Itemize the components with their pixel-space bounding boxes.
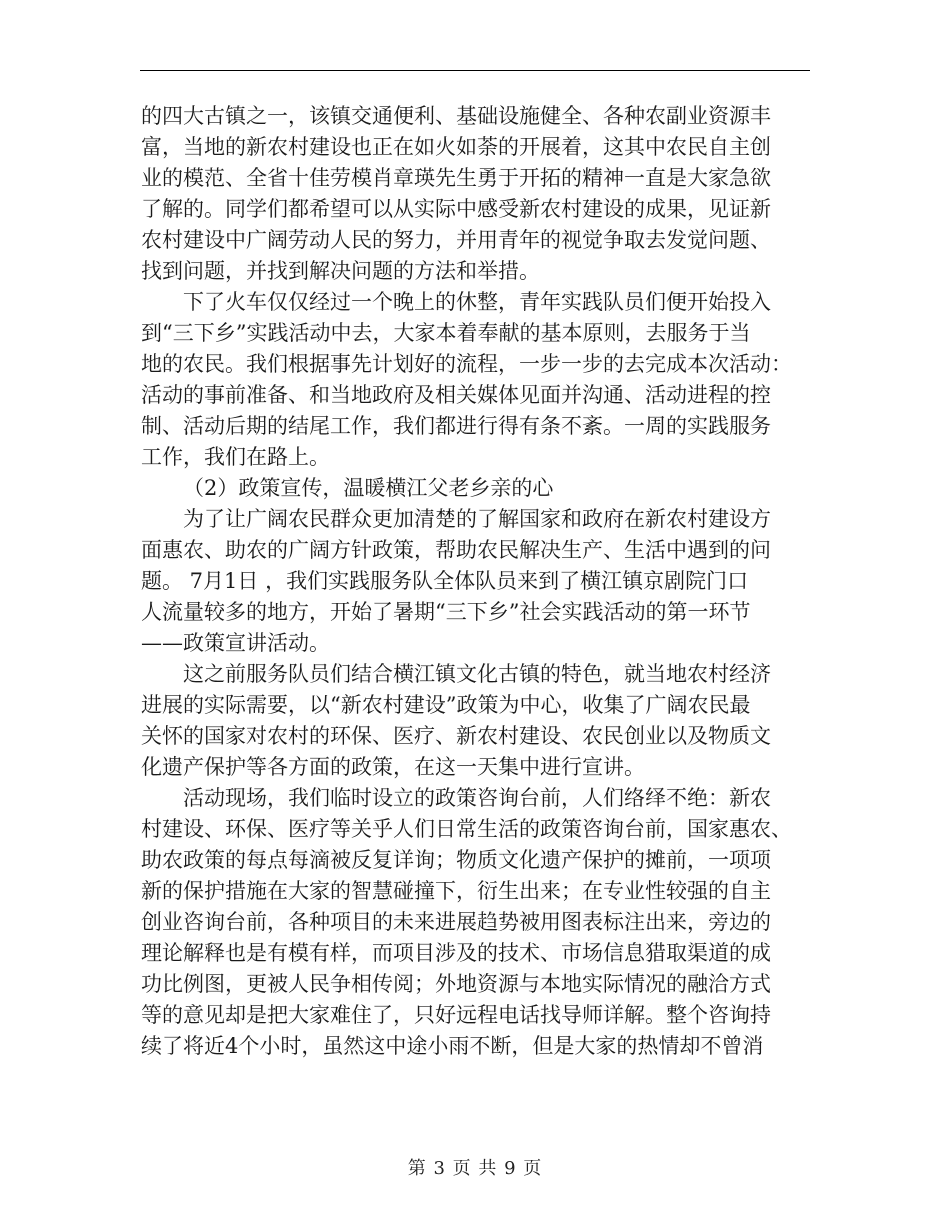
page-footer: 第 3 页 共 9 页 [407,1158,543,1179]
text-line: 续了将近4个小时，虽然这中途小雨不断，但是大家的热情却不曾消 [141,1034,764,1058]
text-line: 富，当地的新农村建设也正在如火如荼的开展着，这其中农民自主创 [141,135,771,159]
text-line: 活动的事前准备、和当地政府及相关媒体见面并沟通、活动进程的控 [141,383,771,407]
text-line: 理论解释也是有模有样，而项目涉及的技术、市场信息猎取渠道的成 [141,941,771,965]
text-line: 活动现场，我们临时设立的政策咨询台前，人们络绎不绝：新农 [183,786,771,810]
text-line: 下了火车仅仅经过一个晚上的休整，青年实践队员们便开始投入 [183,290,771,314]
text-line: 人流量较多的地方，开始了暑期“三下乡”社会实践活动的第一环节 [141,600,751,624]
text-line: 功比例图，更被人民争相传阅；外地资源与本地实际情况的融洽方式 [141,972,771,996]
text-line: 了解的。同学们都希望可以从实际中感受新农村建设的成果，见证新 [141,197,771,221]
text-line: 农村建设中广阔劳动人民的努力，并用青年的视觉争取去发觉问题、 [141,228,771,252]
text-line: 新的保护措施在大家的智慧碰撞下，衍生出来；在专业性较强的自主 [141,879,771,903]
text-line: 关怀的国家对农村的环保、医疗、新农村建设、农民创业以及物质文 [141,724,771,748]
text-line: 等的意见却是把大家难住了，只好远程电话找导师详解。整个咨询持 [141,1003,771,1027]
text-line: 题。 7月1日 ，我们实践服务队全体队员来到了横江镇京剧院门口 [141,569,749,593]
text-line: ——政策宣讲活动。 [141,631,330,655]
text-line: 助农政策的每点每滴被反复详询；物质文化遗产保护的摊前，一项项 [141,848,771,872]
text-line: 面惠农、助农的广阔方针政策，帮助农民解决生产、生活中遇到的问 [141,538,771,562]
text-line: 找到问题，并找到解决问题的方法和举措。 [141,259,540,283]
text-line: 这之前服务队员们结合横江镇文化古镇的特色，就当地农村经济 [183,662,771,686]
text-line: 地的农民。我们根据事先计划好的流程，一步一步的去完成本次活动： [141,352,792,376]
text-line: 工作，我们在路上。 [141,445,330,469]
text-line: 到“三下乡”实践活动中去，大家本着奉献的基本原则，去服务于当 [141,321,751,345]
header-rule [140,70,810,71]
text-line: 村建设、环保、医疗等关乎人们日常生活的政策咨询台前，国家惠农、 [141,817,792,841]
text-line: 创业咨询台前，各种项目的未来进展趋势被用图表标注出来，旁边的 [141,910,771,934]
text-line: 为了让广阔农民群众更加清楚的了解国家和政府在新农村建设方 [183,507,771,531]
text-line: 化遗产保护等各方面的政策，在这一天集中进行宣讲。 [141,755,645,779]
text-line: 制、活动后期的结尾工作，我们都进行得有条不紊。一周的实践服务 [141,414,771,438]
document-body [141,101,811,1062]
text-line: 进展的实际需要，以“新农村建设”政策为中心，收集了广阔农民最 [141,693,751,717]
text-line: （2）政策宣传，温暖横江父老乡亲的心 [183,476,554,500]
text-line: 业的模范、全省十佳劳模肖章瑛先生勇于开拓的精神一直是大家急欲 [141,166,771,190]
text-line: 的四大古镇之一，该镇交通便利、基础设施健全、各种农副业资源丰 [141,104,771,128]
